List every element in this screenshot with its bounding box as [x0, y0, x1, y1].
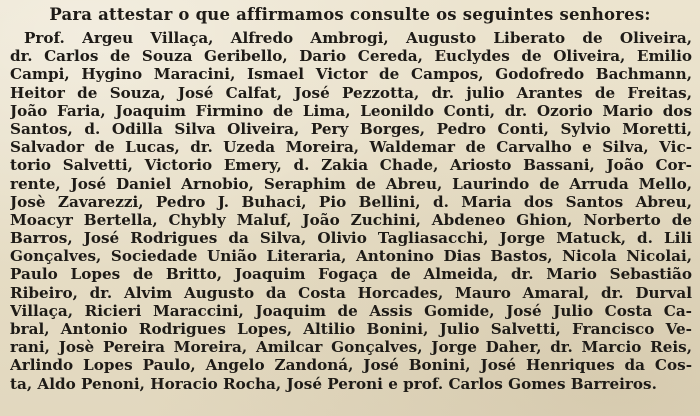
text-line-16: Villaça, Ricieri Maraccini, Joaquim de Assis Gomide, José Julio Costa Ca- — [10, 301, 692, 320]
text-line-18: rani, Josè Pereira Moreira, Amilcar Gonçalves, Jorge Daher, dr. Marcio Reis, — [10, 338, 692, 357]
text-line-15: Ribeiro, dr. Alvim Augusto da Costa Horcades, Mauro Amaral, dr. Durval — [10, 283, 692, 302]
text-line-7: Salvador de Lucas, dr. Uzeda Moreira, Waldemar de Carvalho e Silva, Vic- — [10, 138, 692, 157]
text-line-9: rente, José Daniel Arnobio, Seraphim de Abreu, Laurindo de Arruda Mello, — [10, 174, 692, 193]
text-line-13: Gonçalves, Sociedade União Literaria, Antonino Dias Bastos, Nicola Nicolai, — [10, 247, 692, 266]
text-line-10: Josè Zavarezzi, Pedro J. Buhaci, Pio Bellini, d. Maria dos Santos Abreu, — [10, 192, 692, 211]
text-line-20: ta, Aldo Penoni, Horacio Rocha, José Peroni e prof. Carlos Gomes Barreiros. — [10, 374, 657, 393]
text-line-6: Santos, d. Odilla Silva Oliveira, Pery Borges, Pedro Conti, Sylvio Moretti, — [10, 119, 692, 138]
text-line-8: torio Salvetti, Victorio Emery, d. Zakia Chade, Ariosto Bassani, João Cor- — [10, 156, 692, 175]
text-line-2: dr. Carlos de Souza Geribello, Dario Cereda, Euclydes de Oliveira, Emilio — [10, 47, 692, 66]
text-line-5: João Faria, Joaquim Firmino de Lima, Leonildo Conti, dr. Ozorio Mario dos — [10, 101, 692, 120]
text-line-1: Prof. Argeu Villaça, Alfredo Ambrogi, Augusto Liberato de Oliveira, — [24, 29, 692, 47]
text-line-17: bral, Antonio Rodrigues Lopes, Altilio Bonini, Julio Salvetti, Francisco Ve- — [10, 320, 692, 338]
text-line-14: Paulo Lopes de Britto, Joaquim Fogaça de Almeida, dr. Mario Sebastião — [10, 265, 692, 284]
text-line-19: Arlindo Lopes Paulo, Angelo Zandoná, José Bonini, José Henriques da Cos- — [10, 356, 692, 375]
text-line-11: Moacyr Bertella, Chybly Maluf, João Zuchini, Abdeneo Ghion, Norberto de — [10, 210, 692, 229]
document-heading: Para attestar o que affirmamos consulte os seguintes senhores: — [49, 5, 651, 24]
text-line-3: Campi, Hygino Maracini, Ismael Victor de Campos, Godofredo Bachmann, — [10, 65, 692, 84]
text-line-4: Heitor de Souza, José Calfat, José Pezzotta, dr. julio Arantes de Freitas, — [10, 83, 692, 102]
text-line-12: Barros, José Rodrigues da Silva, Olivio Tagliasacchi, Jorge Matuck, d. Lili — [10, 229, 692, 248]
names-paragraph — [10, 29, 692, 393]
